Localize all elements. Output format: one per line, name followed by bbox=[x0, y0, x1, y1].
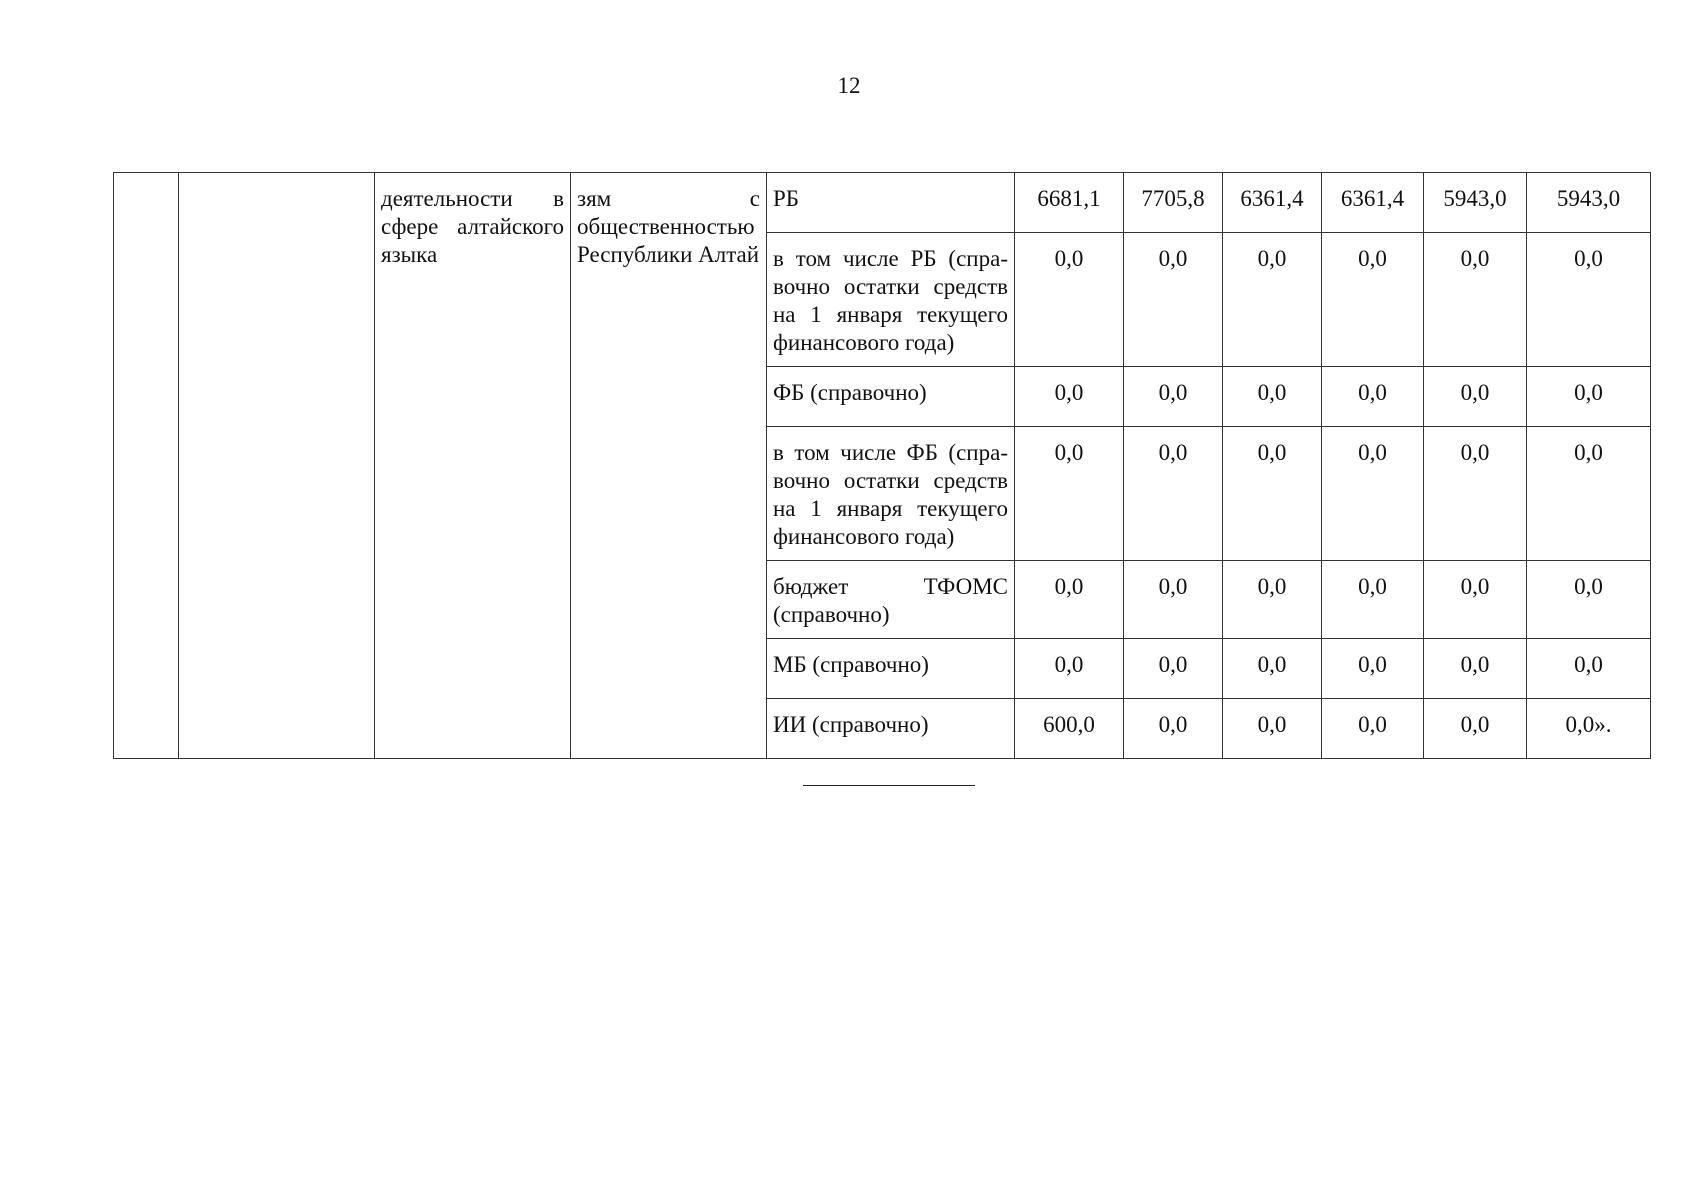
value-cell: 0,0 bbox=[1322, 367, 1424, 427]
value-cell: 6681,1 bbox=[1015, 173, 1124, 233]
partner-cell: зям с общественностью Республики Алтай bbox=[571, 173, 767, 759]
value-cell: 0,0 bbox=[1527, 639, 1651, 699]
source-label: РБ bbox=[767, 173, 1015, 233]
value-cell: 0,0 bbox=[1223, 639, 1322, 699]
value-cell: 0,0 bbox=[1322, 639, 1424, 699]
value-cell: 0,0 bbox=[1015, 561, 1124, 639]
value-cell: 0,0 bbox=[1223, 427, 1322, 561]
value-cell: 0,0 bbox=[1424, 699, 1527, 759]
value-cell: 0,0 bbox=[1527, 367, 1651, 427]
value-cell: 0,0 bbox=[1015, 639, 1124, 699]
value-cell: 0,0 bbox=[1322, 427, 1424, 561]
number-cell bbox=[114, 173, 179, 759]
value-cell: 0,0 bbox=[1223, 367, 1322, 427]
value-cell: 0,0 bbox=[1322, 233, 1424, 367]
value-cell: 0,0 bbox=[1424, 561, 1527, 639]
value-cell: 0,0 bbox=[1322, 699, 1424, 759]
value-cell: 7705,8 bbox=[1124, 173, 1223, 233]
value-cell: 0,0 bbox=[1223, 233, 1322, 367]
value-cell: 0,0 bbox=[1527, 427, 1651, 561]
value-cell: 0,0 bbox=[1015, 233, 1124, 367]
value-cell: 0,0 bbox=[1124, 427, 1223, 561]
value-cell: 0,0 bbox=[1424, 233, 1527, 367]
value-cell: 0,0 bbox=[1124, 561, 1223, 639]
source-label: МБ (справочно) bbox=[767, 639, 1015, 699]
value-cell: 0,0 bbox=[1527, 561, 1651, 639]
value-cell: 600,0 bbox=[1015, 699, 1124, 759]
end-rule bbox=[803, 785, 975, 786]
value-cell: 0,0 bbox=[1124, 699, 1223, 759]
activity-cell: деятельности в сфере алтайского языка bbox=[375, 173, 571, 759]
value-cell: 5943,0 bbox=[1424, 173, 1527, 233]
budget-table bbox=[113, 172, 1651, 759]
value-cell: 0,0 bbox=[1424, 639, 1527, 699]
source-label: в том числе ФБ (справочно остатки средств на 1 января текущего финансового года) bbox=[767, 427, 1015, 561]
table-row bbox=[114, 173, 1651, 233]
value-cell: 0,0 bbox=[1124, 639, 1223, 699]
value-cell: 0,0 bbox=[1124, 233, 1223, 367]
value-cell: 0,0 bbox=[1124, 367, 1223, 427]
source-label: ИИ (справочно) bbox=[767, 699, 1015, 759]
source-label: бюджет ТФОМС (справочно) bbox=[767, 561, 1015, 639]
value-cell: 0,0 bbox=[1424, 367, 1527, 427]
value-cell: 0,0 bbox=[1223, 699, 1322, 759]
value-cell: 0,0 bbox=[1424, 427, 1527, 561]
value-cell: 5943,0 bbox=[1527, 173, 1651, 233]
page-number: 12 bbox=[837, 73, 861, 98]
value-cell: 0,0 bbox=[1527, 233, 1651, 367]
value-cell: 0,0». bbox=[1527, 699, 1651, 759]
name-cell bbox=[179, 173, 375, 759]
value-cell: 0,0 bbox=[1015, 427, 1124, 561]
value-cell: 0,0 bbox=[1223, 561, 1322, 639]
source-label: ФБ (справочно) bbox=[767, 367, 1015, 427]
value-cell: 0,0 bbox=[1322, 561, 1424, 639]
value-cell: 0,0 bbox=[1015, 367, 1124, 427]
value-cell: 6361,4 bbox=[1322, 173, 1424, 233]
value-cell: 6361,4 bbox=[1223, 173, 1322, 233]
source-label: в том числе РБ (справочно остатки средств на 1 января текущего финансового года) bbox=[767, 233, 1015, 367]
